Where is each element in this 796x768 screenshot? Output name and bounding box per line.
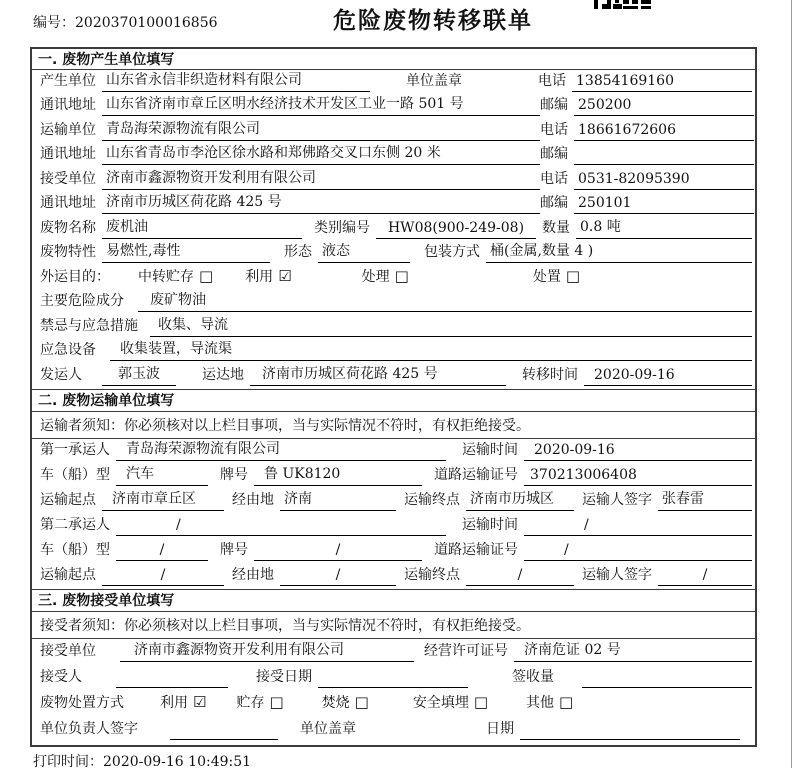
plate-label-2: 牌号 (220, 541, 248, 558)
accept-unit-value: 济南市鑫源物资开发利用有限公司 (120, 639, 414, 662)
purpose-option-use: 利用 ☑ (245, 266, 292, 285)
via-label-2: 经由地 (232, 566, 274, 583)
print-time (33, 751, 251, 768)
disposal-use-checkbox-checked: ☑ (193, 692, 207, 711)
route1-row (32, 489, 755, 514)
date-label: 日期 (486, 720, 514, 737)
taboo-value: 收集、导流 (150, 314, 752, 337)
packing-label: 包装方式 (424, 244, 480, 260)
transporter-phone-value: 18661672606 (574, 122, 754, 141)
waste-name-value: 废机油 (102, 216, 302, 239)
address-label-1: 通讯地址 (40, 97, 96, 113)
zip-label-3: 邮编 (540, 195, 568, 211)
accept-unit-label: 接受单位 (40, 642, 96, 659)
purpose-label: 外运目的： (40, 268, 110, 285)
transporter-label: 运输单位 (40, 121, 96, 138)
section2-title: 二. 废物运输单位填写 (32, 389, 755, 412)
hazard-label: 主要危险成分 (40, 293, 124, 309)
receiver-zip-value: 250101 (574, 195, 754, 214)
accept-date-value (318, 685, 468, 688)
disposal-option-landfill: 安全填埋 □ (412, 692, 489, 711)
phone-label-1: 电话 (538, 72, 566, 89)
hazard-row (32, 291, 755, 316)
waste-name-row (32, 217, 755, 242)
producer-address-value: 山东省济南市章丘区明水经济技术开发区工业一路 501 号 (102, 93, 540, 116)
address-label-2: 通讯地址 (40, 146, 96, 162)
section3-title: 三. 废物接受单位填写 (32, 589, 755, 612)
producer-label: 产生单位 (40, 72, 96, 89)
equipment-row (32, 340, 755, 365)
dispose-checkbox-unchecked: □ (565, 266, 581, 285)
permit2-value: / (524, 542, 752, 561)
carrier1-label: 第一承运人 (40, 441, 110, 458)
zip-label-1: 邮编 (540, 97, 568, 113)
category-value: HW08(900-249-08) (376, 220, 536, 239)
transfer-date-label: 转移时间 (522, 366, 578, 383)
character-label: 废物特性 (40, 244, 96, 260)
unit-seal-label-2: 单位盖章 (300, 720, 356, 737)
disposal-option-other: 其他 □ (526, 692, 574, 711)
hazard-value: 废矿物油 (138, 289, 752, 312)
transport-time-label-2: 运输时间 (462, 516, 518, 533)
transporter-notice: 运输者须知：你必须核对以上栏目事项，当与实际情况不符时，有权拒绝接受。 (32, 412, 755, 439)
disposal-option-use: 利用 ☑ (160, 692, 207, 711)
doc-number (33, 12, 218, 32)
shipper-value: 郭玉波 (102, 363, 176, 386)
receiver-notice: 接受者须知：你必须核对以上栏目事项，当与实际情况不符时，有权拒绝接受。 (32, 612, 755, 639)
character-value: 易燃性,毒性 (102, 240, 270, 263)
dest-value: 济南市历城区荷花路 425 号 (250, 363, 506, 386)
origin-label-2: 运输起点 (40, 566, 96, 583)
origin-label-1: 运输起点 (40, 491, 96, 508)
storage-checkbox-unchecked: □ (199, 266, 214, 285)
permit-label-2: 道路运输证号 (434, 541, 518, 558)
disposal-label: 废物处置方式 (40, 694, 124, 711)
disposal-option-burn: 焚烧 □ (321, 692, 369, 711)
print-time-value: 2020-09-16 10:49:51 (103, 754, 252, 768)
license-label: 经营许可证号 (424, 642, 508, 659)
permit1-value: 370213006408 (524, 467, 752, 486)
amount-value (582, 685, 752, 688)
address-label-3: 通讯地址 (40, 195, 96, 211)
origin1-value: 济南市章丘区 (102, 488, 224, 511)
disposal-landfill-checkbox-unchecked: □ (473, 692, 489, 711)
end-label-1: 运输终点 (404, 491, 460, 508)
qr-code-fragment-icon (594, 0, 652, 9)
manager-sign-label: 单位负责人签字 (40, 720, 138, 737)
vehicle1-row (32, 464, 755, 489)
treat-checkbox-unchecked: □ (394, 266, 409, 285)
receiver-row (32, 168, 755, 193)
receiver-value: 济南市鑫源物资开发利用有限公司 (102, 167, 540, 190)
equipment-value: 收集装置，导流渠 (110, 338, 752, 361)
manager-sign-row (32, 717, 755, 743)
taboo-row (32, 315, 755, 340)
print-time-label: 打印时间： (33, 754, 103, 768)
page-title: 危险废物转移联单 (333, 8, 533, 34)
doc-number-label: 编号： (33, 15, 75, 31)
form-value: 液态 (318, 240, 410, 263)
equipment-label: 应急设备 (40, 342, 96, 358)
receiver-address-value: 济南市历城区荷花路 425 号 (102, 191, 540, 214)
page-edge-divider (791, 0, 792, 768)
transfer-date-value: 2020-09-16 (584, 367, 752, 386)
producer-zip-value: 250200 (574, 97, 754, 116)
plate1-value: 鲁 UK8120 (254, 463, 422, 486)
vehicle2-row (32, 539, 755, 564)
sign2-value: / (658, 567, 752, 586)
phone-label-2: 电话 (540, 121, 568, 138)
sign1-value: 张春雷 (658, 488, 752, 511)
disposal-option-store: 贮存 □ (236, 692, 284, 711)
amount-label: 签收量 (512, 668, 554, 685)
vehicle2-value: / (116, 542, 208, 561)
sign-label-1: 运输人签字 (582, 491, 652, 508)
acceptor-value (116, 685, 228, 688)
transfer-form (30, 47, 757, 747)
producer-address-row (32, 95, 755, 120)
accept-unit-row (32, 639, 755, 665)
producer-row (32, 70, 755, 95)
transporter-address-value: 山东省青岛市李沧区徐水路和郑佛路交叉口东侧 20 米 (102, 142, 540, 165)
transporter-zip-value (574, 162, 754, 165)
receiver-address-row (32, 193, 755, 218)
quantity-value: 0.8 吨 (576, 216, 752, 239)
shipper-row (32, 364, 755, 389)
zip-label-2: 邮编 (540, 146, 568, 162)
disposal-store-checkbox-unchecked: □ (269, 692, 284, 711)
receiver-label: 接受单位 (40, 170, 96, 187)
purpose-row (32, 266, 755, 291)
carrier2-value: / (116, 517, 446, 536)
transporter-value: 青岛海荣源物流有限公司 (102, 118, 540, 141)
date-value (520, 737, 740, 740)
via-label-1: 经由地 (232, 491, 274, 508)
vehicle-label-2: 车（船）型 (40, 541, 110, 558)
transport-time-value-2: / (524, 517, 752, 536)
carrier2-row (32, 514, 755, 539)
producer-phone-value: 13854169160 (572, 73, 752, 92)
acceptor-row (32, 665, 755, 691)
disposal-row (32, 691, 755, 717)
taboo-label: 禁忌与应急措施 (40, 317, 138, 334)
origin2-value: / (102, 567, 224, 586)
license-value: 济南危证 02 号 (514, 639, 752, 662)
carrier1-value: 青岛海荣源物流有限公司 (116, 438, 446, 461)
disposal-other-checkbox-unchecked: □ (559, 692, 574, 711)
purpose-option-dispose: 处置 □ (532, 266, 581, 285)
shipper-label: 发运人 (40, 366, 82, 383)
transport-time-value-1: 2020-09-16 (524, 442, 752, 461)
end1-value: 济南市历城区 (466, 488, 574, 511)
quantity-label: 数量 (542, 219, 570, 236)
receiver-phone-value: 0531-82095390 (574, 171, 754, 190)
end-label-2: 运输终点 (404, 566, 460, 583)
phone-label-3: 电话 (540, 170, 568, 187)
disposal-burn-checkbox-unchecked: □ (354, 692, 369, 711)
vehicle1-value: 汽车 (116, 463, 208, 486)
section1-title: 一. 废物产生单位填写 (32, 49, 755, 70)
transporter-address-row (32, 144, 755, 169)
carrier1-row (32, 439, 755, 464)
permit-label-1: 道路运输证号 (434, 466, 518, 483)
transport-time-label-1: 运输时间 (462, 441, 518, 458)
manager-sign-value (170, 737, 278, 740)
sign-label-2: 运输人签字 (582, 566, 652, 583)
via2-value: / (280, 567, 396, 586)
route2-row (32, 564, 755, 589)
accept-date-label: 接受日期 (256, 668, 312, 685)
form-label: 形态 (284, 244, 312, 260)
waste-character-row (32, 242, 755, 267)
vehicle-label-1: 车（船）型 (40, 466, 110, 483)
unit-seal-label: 单位盖章 (406, 72, 462, 89)
plate2-value: / (254, 542, 422, 561)
use-checkbox-checked: ☑ (278, 266, 292, 285)
packing-value: 桶(金属,数量 4 ) (486, 240, 752, 263)
transporter-row (32, 119, 755, 144)
waste-name-label: 废物名称 (40, 219, 96, 236)
acceptor-label: 接受人 (40, 668, 82, 685)
doc-number-value: 2020370100016856 (75, 15, 218, 31)
plate-label-1: 牌号 (220, 466, 248, 483)
purpose-option-storage: 中转贮存 □ (138, 266, 214, 285)
via1-value: 济南 (280, 488, 396, 511)
end2-value: / (466, 567, 574, 586)
purpose-option-treat: 处理 □ (361, 266, 409, 285)
carrier2-label: 第二承运人 (40, 516, 110, 533)
dest-label: 运达地 (202, 366, 244, 383)
producer-value: 山东省永信非织造材料有限公司 (102, 69, 370, 92)
category-label: 类别编号 (314, 219, 370, 236)
